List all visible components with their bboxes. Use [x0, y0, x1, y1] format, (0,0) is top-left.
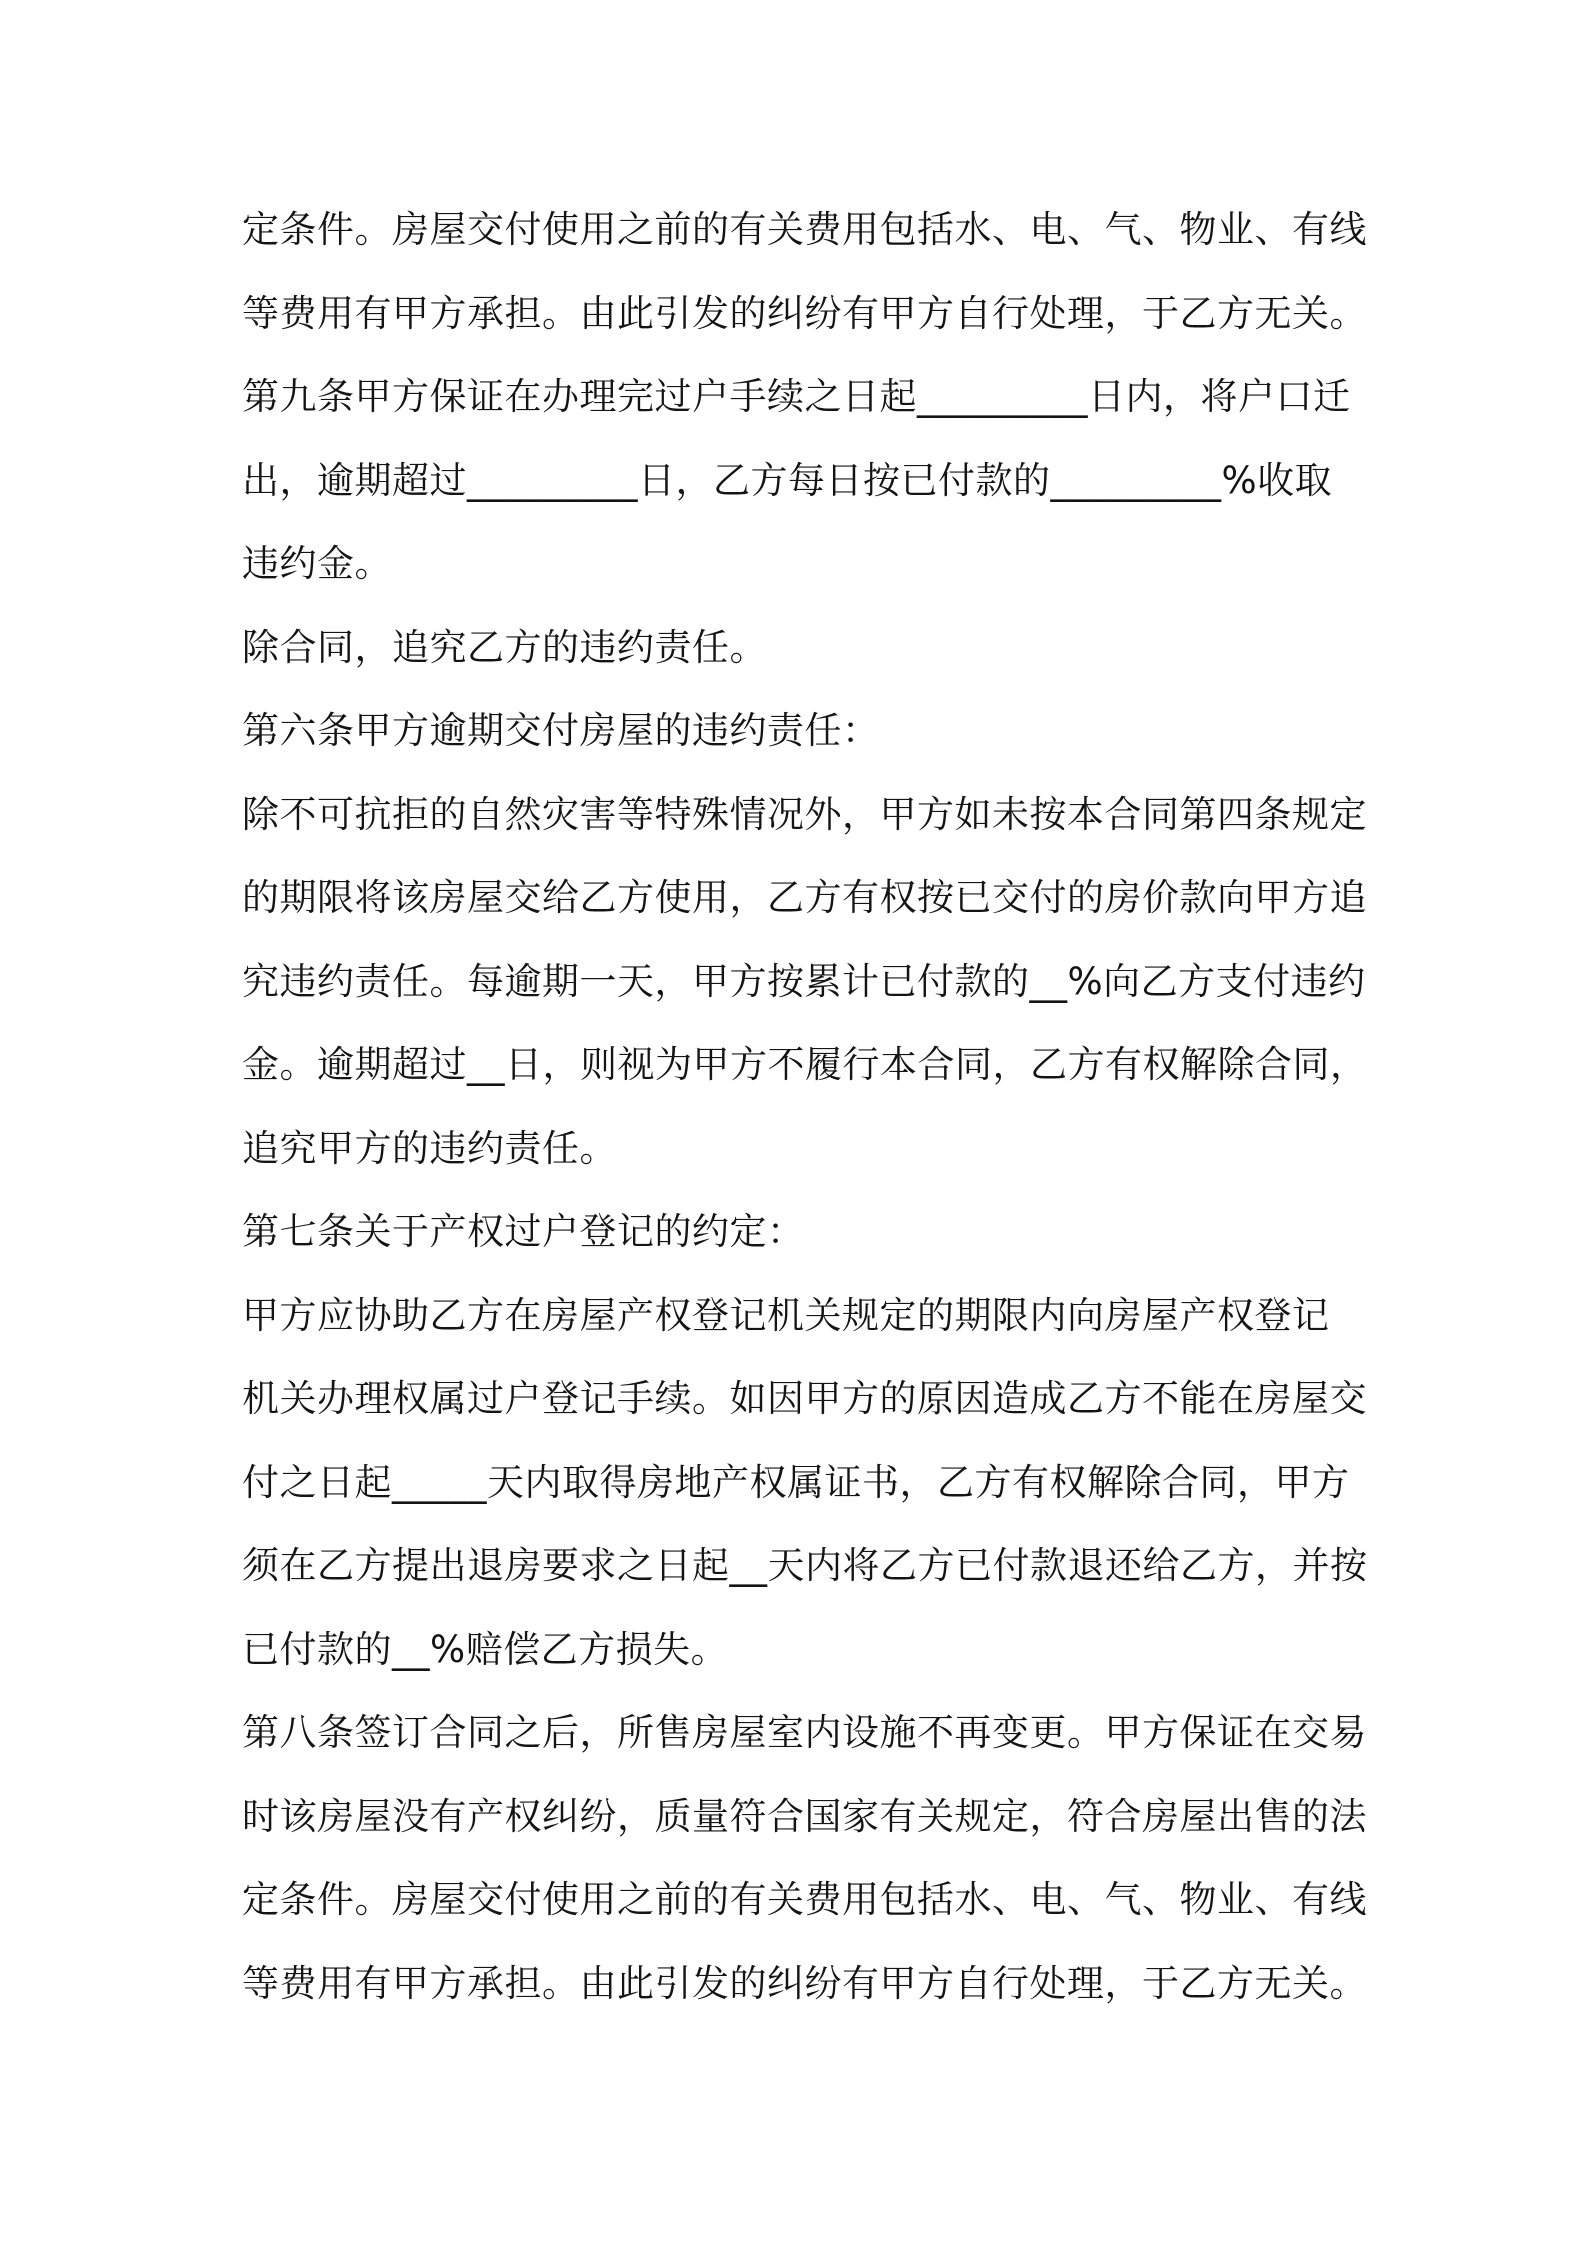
text-line: 除不可抗拒的自然灾害等特殊情况外，甲方如未按本合同第四条规定 — [242, 792, 1367, 836]
text-line: 究违约责任。每逾期一天，甲方按累计已付款的__%向乙方支付违约 — [242, 959, 1366, 1003]
text-line: 金。逾期超过__日，则视为甲方不履行本合同，乙方有权解除合同， — [242, 1043, 1368, 1086]
text-line: 甲方应协助乙方在房屋产权登记机关规定的期限内向房屋产权登记 — [242, 1293, 1330, 1337]
text-line: 除合同，追究乙方的违约责任。 — [242, 625, 767, 669]
text-line: 违约金。 — [242, 542, 392, 585]
text-line: 第九条甲方保证在办理完过户手续之日起_________日内，将户口迁 — [242, 375, 1351, 418]
text-line: 追究甲方的违约责任。 — [242, 1126, 617, 1170]
text-line: 的期限将该房屋交给乙方使用，乙方有权按已交付的房价款向甲方追 — [242, 876, 1367, 919]
text-line: 出，逾期超过_________日，乙方每日按已付款的_________%收取 — [242, 458, 1333, 502]
article-heading: 第六条甲方逾期交付房屋的违约责任： — [242, 709, 880, 752]
text-line: 定条件。房屋交付使用之前的有关费用包括水、电、气、物业、有线 — [242, 1878, 1367, 1921]
text-line: 付之日起_____天内取得房地产权属证书，乙方有权解除合同，甲方 — [242, 1460, 1350, 1504]
text-line: 等费用有甲方承担。由此引发的纠纷有甲方自行处理，于乙方无关。 — [242, 1961, 1367, 2005]
text-line: 机关办理权属过户登记手续。如因甲方的原因造成乙方不能在房屋交 — [242, 1377, 1367, 1420]
article-heading: 第七条关于产权过户登记的约定： — [242, 1210, 805, 1253]
text-line: 第八条签订合同之后，所售房屋室内设施不再变更。甲方保证在交易 — [242, 1711, 1367, 1754]
text-line: 等费用有甲方承担。由此引发的纠纷有甲方自行处理，于乙方无关。 — [242, 291, 1367, 335]
text-line: 时该房屋没有产权纠纷，质量符合国家有关规定，符合房屋出售的法 — [242, 1794, 1367, 1838]
text-line: 定条件。房屋交付使用之前的有关费用包括水、电、气、物业、有线 — [242, 208, 1367, 251]
contract-body-text — [242, 188, 1368, 2025]
text-line: 须在乙方提出退房要求之日起__天内将乙方已付款退还给乙方，并按 — [242, 1544, 1368, 1587]
text-line: 已付款的__%赔偿乙方损失。 — [242, 1627, 729, 1671]
